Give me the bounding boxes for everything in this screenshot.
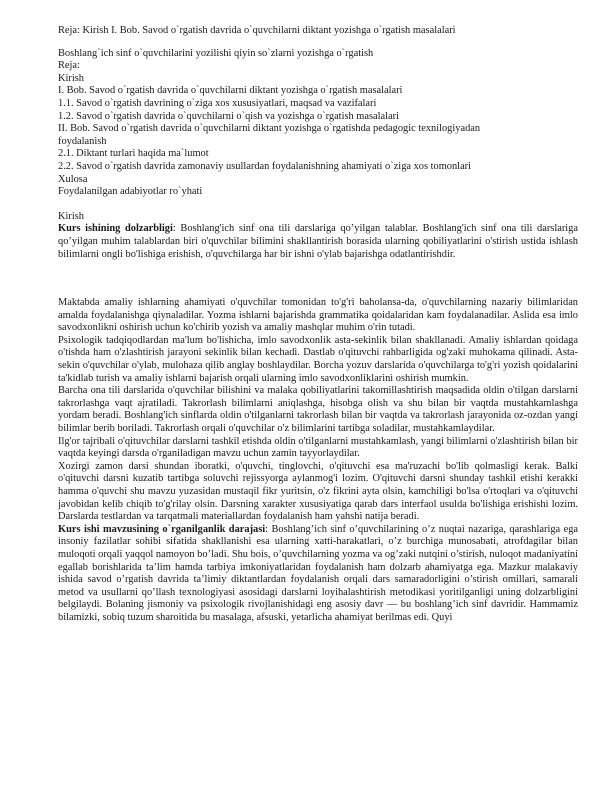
body-paragraph: Xozirgi zamon darsi shundan iboratki, o'quvchi, tinglovchi, o'qituvchi esa ma'ruzachi bo'lib qolmasligi kerak. Balki o'qituvchi darsni kuzatib tartibga soluvchi rejissyorga aylanmog'i lozim. O'qituvchi darsni shunday tashkil etishi kerakki hamma o'quvchi shu mavzu yuzasidan mustaqil fikr yuritsin, o'z fikrini ayta olsin, kamchiligi bo'lsa o'rtoqlari va o'qituvchi javobidan kelib chiqib to'g'rilay olsin. Darsning xarakter xususiyatiga qarab dars interfaol usulda bo'lishiga erishishi lozim. Darslarda testlardan va tarqatmali materiallardan foydalanish ham yahshi natija beradi. (58, 460, 578, 523)
toc-item: 1.1. Savod o`rgatish davrining o`ziga xos xususiyatlari, maqsad va vazifalari (58, 97, 377, 109)
study-level-paragraph (58, 524, 578, 625)
toc-item: foydalanish (58, 135, 107, 147)
toc-item: Reja: (58, 60, 80, 72)
study-level-label: Kurs ishi mavzusining o`rganilganlik darajasi (58, 523, 266, 535)
toc-item: Kirish (58, 72, 84, 84)
body-paragraph: Ilg'or tajribali o'qituvchilar darslarni tashkil etishda oldin o'tilganlarni mustahkamlash, yangi bilimlarni o'zlashtirish bilan bir vaqtda keyingi darsda o'rganiladigan mavzu uchun zamin tayyorlaydilar. (58, 435, 578, 460)
toc-item: II. Bob. Savod o`rgatish davrida o`quvchilarni diktant yozishga o`rgatishda pedagogic texnilogiyadan (58, 123, 481, 135)
table-of-contents (58, 60, 578, 199)
toc-item: 2.2. Savod o`rgatish davrida zamonaviy usullardan foydalanishning ahamiyati o`ziga xos tomonlari (58, 160, 472, 172)
body-paragraph: Barcha ona tili darslarida o'quvchilar bilishini va malaka qobiliyatlarini takomillashtirish maqsadida oldin o'tilgan darslarni takrorlashga vaqt ajratiladi. Takrorlash bilimlarni aniqlashga, hisobga olish va shu bilan bir vaqtda mustahkamlashga yordam beradi. Boshlang'ich sinflarda oldin o'tilganlarni takrorlash bilan bir vaqtda va takrorlash jarayonida oz-ozdan yangi bilimlar berib boriladi. Takrorlash orqali o'quvchilar o'z bilimlarini tartibga soladilar, mustahkamlaydilar. (58, 385, 578, 435)
body-paragraph: Psixologik tadqiqodlardan ma'lum bo'lishicha, imlo savodxonlik asta-sekinlik bilan shakllanadi. Amaliy ishlardan qoidaga o'tishda ham o'zlashtirish jarayoni sekinlik bilan kechadi. Dastlab o'qituvchi rahbarligida og'zaki muhokama qilinadi. Asta-sekin o'quvchilar o'ylab, mulohaza qilib anglay boshlaydilar. Borcha yozuv darslarida o'quvchilarga to'g'ri yozish qoidalarini ta'kidlab turish va amaliy ishlarni bajarish orqali ularning imlo savodxonliklarini oshirish mumkin. (58, 334, 578, 384)
plan-title: Reja: Kirish I. Bob. Savod o`rgatish davrida o`quvchilarni diktant yozishga o`rgatish masalalari (58, 25, 456, 36)
toc-item: 1.2. Savod o`rgatish davrida o`quvchilarni o`qish va yozishga o`rgatish masalalari (58, 110, 399, 122)
body-paragraph: Maktabda amaliy ishlarning ahamiyati o'quvchilar tomonidan to'g'ri baholansa-da, o'quvchilarning nazariy bilimlaridan amalda foydalanishga qiynaladilar. Yozma ishlarni bajarishda grammatika qoidalaridan kam foydalanadilar. Aslida esa imlo savodxonlikni oshirish uchun ko'chirib yozish va amaliy mashqlar muhim o'rin tutadi. (58, 297, 578, 334)
toc-item: Xulosa (58, 173, 88, 185)
relevance-text: : Boshlang'ich sinf ona tili darslariga qo’yilgan talablar. Boshlang'ich sinf ona tili darslariga qo’yilgan muhim talablardan biri o'quvchilar bilimini shakllantirish borasida ularning qobiliyatlarini o'stirish ustida ishlash bilimlarni ongli bo'lishiga erishish, o'quvchilarga har bir ishni o'ylab bajarishga odatlantirishdir. (58, 223, 578, 260)
relevance-label: Kurs ishining dolzarbligi (58, 223, 173, 235)
study-level-text: : Boshlang’ich sinf o’quvchilarining o’z nuqtai nazariga, qarashlariga ega insoniy fazilatlar sohibi sifatida shakllanishi esa ularning xatti-harakatlari, o’z burchiga munosabati, atrofdagilar bilan muloqoti orqali yaqqol namoyon bo’ladi. Shu bois, o’quvchilarning yozma va og’zaki nutqini o’stirish, nuloqot madaniyatini egallab borishlarida ta’lim hamda tarbiya imkoniyatlaridan foydalanish ham dolzarb ahamiyatga ega. Mazkur malakaviy ishida savod o’rgatish davrida ta’limiy diktantlardan foydalanish orqali dars samaradorligini o’stirish omillari, samarali metod va usullarni qo’llash texnologiyasi asosidagi darslarni loyihalashtirish metodikasi yoritilganligi uning dolzarbligini belgilaydi. Bolaning jismoniy va psixologik rivojlanishidagi eng asosiy davr — bu boshlang’ich sinf davridir. Hammamiz bilamizki, sobiq tuzum sharoitida bu masalaga, afsuski, yetarlicha ahamiyat berilmas edi. Quyi (58, 523, 578, 623)
topic-title: Boshlang`ich sinf o`quvchilarini yozilishi qiyin so`zlarni yozishga o`rgatish (58, 47, 374, 59)
toc-item: Foydalanilgan adabiyotlar ro`yhati (58, 186, 203, 198)
intro-paragraph (58, 223, 578, 261)
intro-heading: Kirish (58, 210, 84, 222)
toc-item: I. Bob. Savod o`rgatish davrida o`quvchilarni diktant yozishga o`rgatish masalalari (58, 85, 403, 97)
toc-item: 2.1. Diktant turlari haqida ma`lumot (58, 148, 209, 160)
